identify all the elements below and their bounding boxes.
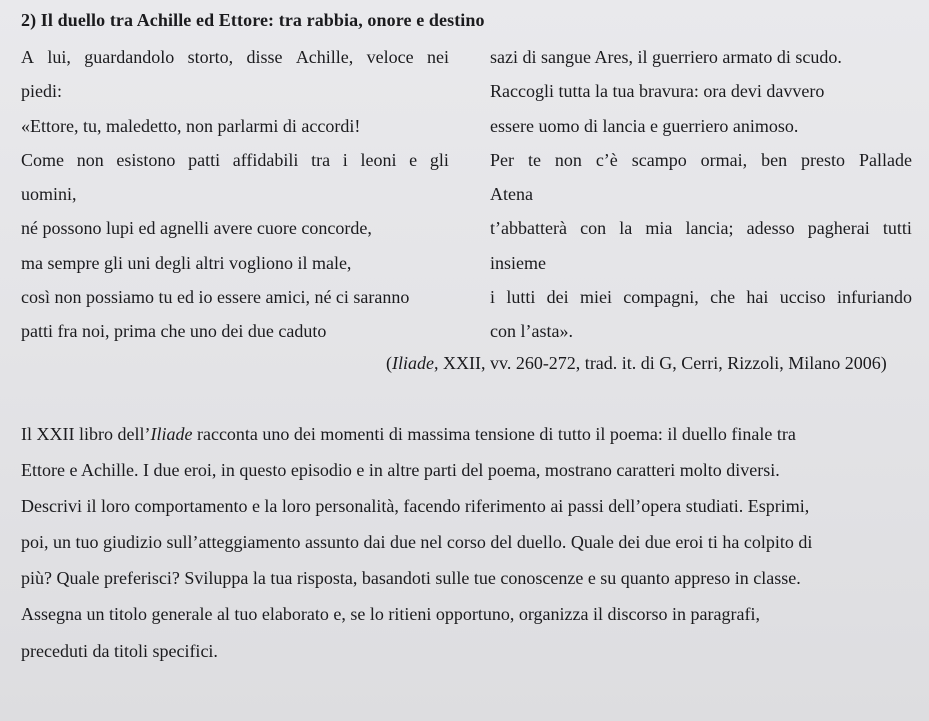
left-line: né possono lupi ed agnelli avere cuore concorde,: [21, 218, 372, 239]
poem-citation: [386, 353, 887, 374]
word: i: [342, 149, 348, 170]
poem-right-column: [490, 44, 912, 353]
prompt-text: poi, un tuo giudizio sull’atteggiamento assunto dai due nel corso del duello. Quale dei due eroi ti ha colpito di: [21, 532, 813, 553]
left-line: ma sempre gli uni degli altri vogliono il male,: [21, 252, 352, 273]
word: storto,: [187, 47, 234, 67]
word: nei: [426, 47, 449, 67]
prompt-text: Assegna un titolo generale al tuo elaborato e, se lo ritieni opportuno, organizza il discorso in paragrafi,: [21, 604, 760, 625]
word: compagni,: [623, 287, 699, 308]
word: con: [580, 218, 607, 239]
prompt-text: racconta uno dei momenti di massima tensione di tutto il poema: il duello finale tra: [192, 424, 796, 444]
left-line: «Ettore, tu, maledetto, non parlarmi di accordi!: [21, 115, 361, 136]
left-line: così non possiamo tu ed io essere amici, né ci saranno: [21, 287, 410, 308]
left-line: [21, 147, 449, 181]
word: che: [710, 287, 736, 308]
prompt-text: Ettore e Achille. I due eroi, in questo episodio e in altre parti del poema, mostrano caratteri molto diversi.: [21, 460, 780, 481]
right-line: sazi di sangue Ares, il guerriero armato di scudo.: [490, 47, 842, 67]
citation-work-title: Iliade: [392, 353, 434, 373]
word: Come: [21, 149, 64, 170]
word: te: [527, 149, 541, 170]
word: disse: [246, 47, 283, 67]
citation-open: (: [386, 353, 392, 373]
word: leoni: [360, 149, 397, 170]
word: ben: [761, 149, 788, 170]
word: mia: [645, 218, 673, 239]
prompt-text: più? Quale preferisci? Sviluppa la tua risposta, basandoti sulle tue conoscenze e su quanto appreso in classe.: [21, 568, 801, 589]
word: lancia;: [685, 218, 734, 239]
word: scampo: [631, 149, 687, 170]
word: tutti: [882, 218, 912, 239]
left-line: patti fra noi, prima che uno dei due caduto: [21, 321, 327, 342]
word: c’è: [595, 149, 618, 170]
poem-left-column: [21, 44, 449, 353]
word: veloce: [366, 47, 414, 67]
word: esistono: [116, 149, 176, 170]
right-line: essere uomo di lancia e guerriero animoso.: [490, 115, 799, 136]
prompt-line: [21, 421, 895, 457]
word: dei: [546, 287, 569, 308]
word: affidabili: [232, 149, 299, 170]
word: adesso: [746, 218, 795, 239]
right-line: insieme: [490, 252, 546, 273]
word: i: [490, 287, 496, 308]
word: t’abbatterà: [490, 218, 567, 239]
word: pagherai: [807, 218, 870, 239]
word: non: [554, 149, 582, 170]
right-line: Raccogli tutta la tua bravura: ora devi davvero: [490, 81, 825, 102]
right-line: Atena: [490, 184, 533, 205]
citation-details: , XXII, vv. 260-272, trad. it. di G, Cerri, Rizzoli, Milano 2006): [434, 353, 887, 373]
word: ucciso: [779, 287, 826, 308]
word: Pallade: [858, 149, 912, 170]
left-line: piedi:: [21, 81, 62, 102]
exercise-title: 2) Il duello tra Achille ed Ettore: tra rabbia, onore e destino: [21, 10, 485, 30]
word: patti: [188, 149, 221, 170]
word: Achille,: [295, 47, 354, 67]
prompt-text: Il XXII libro dell’: [21, 424, 151, 444]
word: ormai,: [700, 149, 748, 170]
word: gli: [429, 149, 449, 170]
prompt-line: [21, 601, 895, 637]
exercise-prompt: [21, 421, 895, 674]
left-line: uomini,: [21, 184, 77, 205]
word: miei: [579, 287, 612, 308]
word: guardandolo: [84, 47, 175, 67]
word: non: [76, 149, 104, 170]
prompt-line: [21, 457, 895, 493]
prompt-text: preceduti da titoli specifici.: [21, 640, 218, 661]
word: lutti: [506, 287, 536, 308]
left-line: [21, 44, 449, 78]
prompt-line: [21, 493, 895, 529]
word: e: [409, 149, 418, 170]
word: Per: [490, 149, 514, 170]
right-line: [490, 284, 912, 318]
word: lui,: [47, 47, 71, 67]
prompt-line: [21, 529, 895, 565]
word: hai: [746, 287, 769, 308]
prompt-text: Descrivi il loro comportamento e la loro personalità, facendo riferimento ai passi dell’opera studiati. Esprimi,: [21, 496, 810, 517]
word: infuriando: [836, 287, 912, 308]
word: la: [619, 218, 633, 239]
right-line: [490, 147, 912, 181]
right-line: [490, 215, 912, 249]
prompt-work-title: Iliade: [150, 424, 193, 444]
right-line: con l’asta».: [490, 321, 573, 342]
word: tra: [311, 149, 331, 170]
word: A: [21, 47, 34, 67]
prompt-line: [21, 565, 895, 601]
word: presto: [801, 149, 846, 170]
prompt-line: [21, 638, 895, 674]
